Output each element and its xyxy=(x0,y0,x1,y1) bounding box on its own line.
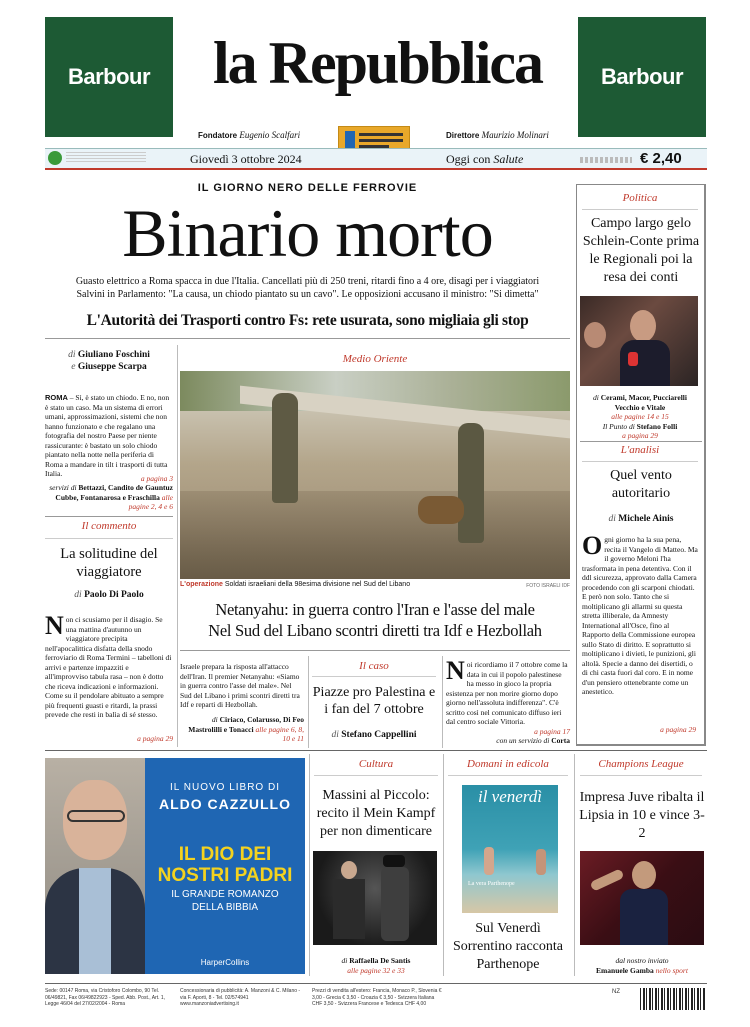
ricordiamo-service-label: con un servizio di xyxy=(496,736,550,745)
analisi-page-ref[interactable]: a pagina 29 xyxy=(660,725,696,734)
venerdi-cover-title: il venerdì xyxy=(477,787,543,806)
ad-right-barbour[interactable]: Barbour xyxy=(578,17,706,137)
lead-services-ref[interactable]: alle pagine 2, 4 e 6 xyxy=(128,492,173,511)
masthead-logo: la Repubblica xyxy=(212,30,543,96)
ricordiamo-dropcap: N xyxy=(446,656,465,685)
founder-line xyxy=(198,130,300,141)
photo-caption-text: Soldati israeliani della 98esima divisione nel Sud del Libano xyxy=(224,581,411,588)
photo-caption-label: L'operazione xyxy=(180,581,223,588)
director-name: Maurizio Molinari xyxy=(481,130,549,140)
analisi-byline xyxy=(580,514,702,524)
barcode xyxy=(640,988,706,1010)
eco-note xyxy=(66,152,146,164)
analisi-kicker: L'analisi xyxy=(620,444,660,456)
director-line xyxy=(446,130,549,141)
lead-author-1: Giuliano Foschini xyxy=(77,350,150,360)
caso-kicker: Il caso xyxy=(359,660,389,672)
ricordiamo-text: oi ricordiamo il 7 ottobre come la data in cui il popolo palestinese ha messo in gioco la propria esistenza per non morire giorno dopo giorno nell'assoluta indifferenza". C'è scritto così nel comunicato diffuso ieri dal centro sociale Vittoria. xyxy=(446,660,568,726)
analisi-by-label: di xyxy=(608,514,616,524)
lead-headline[interactable]: Binario morto xyxy=(122,195,493,271)
soldier-2 xyxy=(458,423,484,543)
venerdi-cover[interactable] xyxy=(462,785,558,913)
book-sub-2: DELLA BIBBIA xyxy=(191,902,259,913)
ricordiamo-page-ref[interactable]: a pagina 17 xyxy=(534,727,570,736)
book-line-1: IL NUOVO LIBRO DI xyxy=(170,782,280,793)
middle-east-kicker: Medio Oriente xyxy=(342,353,408,365)
middle-east-by-label: di xyxy=(211,715,218,724)
analisi-title[interactable]: Quel vento autoritario xyxy=(610,468,672,501)
ricordiamo-service xyxy=(446,736,570,745)
politica-byline xyxy=(580,393,700,441)
analisi-author: Michele Ainis xyxy=(618,514,674,524)
today-with-name: Salute xyxy=(493,152,524,166)
recycle-icon xyxy=(48,151,62,165)
analisi-dropcap: O xyxy=(582,531,603,560)
today-with xyxy=(446,152,523,167)
commento-body xyxy=(45,611,173,720)
commento-page-ref[interactable]: a pagina 29 xyxy=(137,734,173,743)
politica-by-label: di xyxy=(593,393,599,402)
schlein-photo[interactable] xyxy=(580,296,698,386)
middle-east-body: Israele prepara la risposta all'attacco dell'Iran. Il premier Netanyahu: «Siamo in guerra contro l'asse del male». Nel Sud del Libano i primi scontri diretti tra Idf e reparti di Hezbollah. xyxy=(180,662,300,709)
footer-code: NZ xyxy=(612,989,620,995)
middle-east-byline xyxy=(180,715,304,744)
book-sub-1: IL GRANDE ROMANZO xyxy=(171,889,279,900)
soldier-1 xyxy=(272,393,298,503)
lead-byline xyxy=(45,349,173,373)
book-title-2: NOSTRI PADRI xyxy=(157,865,293,886)
caso-title[interactable]: Piazze pro Palestina e i fan del 7 ottobre xyxy=(312,685,436,717)
director-label: Direttore xyxy=(446,131,480,140)
politica-page-ref[interactable]: alle pagine 14 e 15 xyxy=(611,412,669,421)
analisi-body-text: gni giorno ha la sua pena, recita il Vangelo di Matteo. Ma il governo Meloni l'ha trasformata in pena detentiva. Con il ddl sicurezza, approvato dalla Camera procedendo con gli scarponi chiodati. E però non solo. Tanto che si moltiplicano gli allarmi su questa stretta illiberale, da Amnesty International all'Osce, fino al Rapporto della Commissione europea sullo Stato di diritto. E soprattutto si moltiplicano i divieti, le punizioni, gli altolà. Specie a danno dei disertidi, o di chi casta fuori dal coro. E in nome d'un pensiero ottenebrante come un anestetico. xyxy=(582,535,698,696)
politica-title[interactable]: Campo largo gelo Schlein-Conte prima le Regionali poi la resa dei conti xyxy=(582,216,700,285)
book-author: ALDO CAZZULLO xyxy=(159,796,291,812)
lead-services-names: Bettazzi, Candito de Gauntuz Cubbe, Fontanarosa e Fraschilla xyxy=(55,483,173,502)
champions-author: Emanuele Gamba xyxy=(596,965,654,975)
lead-author-2: Giuseppe Scarpa xyxy=(77,362,147,372)
commento-dropcap: N xyxy=(45,611,64,640)
footer-col-2: Concessionaria di pubblicità: A. Manzoni & C. Milano - via F. Aporti, 8 - Tel. 02/574941 www.manzoniadvertising.it xyxy=(180,988,301,1007)
lead-by-label: di xyxy=(68,350,76,360)
middle-east-headline-2[interactable]: Nel Sud del Libano scontri diretti tra Idf e Hezbollah xyxy=(208,621,542,640)
book-title-1: IL DIO DEI xyxy=(178,844,272,865)
middle-east-page-ref[interactable]: alle pagine 6, 8, 10 e 11 xyxy=(255,724,304,743)
commento-author: Paolo Di Paolo xyxy=(84,590,144,600)
today-with-label: Oggi con xyxy=(446,152,491,166)
lead-body-text: – Sì, è stato un chiodo. E no, non è stato un caso. Ma un sistema di errori umani, approssimazioni, sistemi che non hanno funzionato e che regalano una fotografia del nostro Paese per niente rassicurante: è bastato un solo chiodo piantato nella notte nella periferia di Roma a mandare in tilt i trasporti di tutta Italia. xyxy=(45,393,170,478)
politica-kicker: Politica xyxy=(622,192,658,204)
lead-body xyxy=(45,393,173,479)
punto-author: Stefano Folli xyxy=(636,421,678,431)
commento-title[interactable]: La solitudine del viaggiatore xyxy=(60,546,158,580)
lead-page-ref[interactable]: a pagina 3 xyxy=(140,474,173,483)
champions-by-label: dal nostro inviato xyxy=(615,956,669,965)
champions-kicker: Champions League xyxy=(598,758,684,770)
ricordiamo-service-author: Corta xyxy=(551,736,570,745)
price: € 2,40 xyxy=(640,150,682,167)
commento-byline xyxy=(45,590,173,600)
caso-by-label: di xyxy=(331,730,339,740)
issue-date: Giovedì 3 ottobre 2024 xyxy=(190,152,302,166)
edicola-title[interactable]: Sul Venerdì Sorrentino racconta Parthenope xyxy=(452,921,563,972)
book-ad[interactable] xyxy=(45,758,305,974)
lead-dateline: ROMA xyxy=(45,393,68,402)
photo-credit: FOTO ISRAELI IDF xyxy=(526,583,570,589)
founder-label: Fondatore xyxy=(198,131,238,140)
cultura-page-ref[interactable]: alle pagine 32 e 33 xyxy=(347,965,405,975)
edicola-kicker: Domani in edicola xyxy=(467,758,549,770)
lead-subhead[interactable]: L'Autorità dei Trasporti contro Fs: rete usurata, sono migliaia gli stop xyxy=(86,312,529,329)
dog xyxy=(418,496,464,524)
punto-page-ref[interactable]: a pagina 29 xyxy=(622,431,658,440)
massini-photo[interactable] xyxy=(313,851,437,945)
champions-title[interactable]: Impresa Juve ribalta il Lipsia in 10 e vince 3-2 xyxy=(579,790,705,841)
lead-summary-2: Salvini in Parlamento: "La causa, un chiodo piantato su un cavo". Le opposizioni accusano il ministro: "Si dimetta" xyxy=(76,289,539,300)
caso-byline xyxy=(310,730,438,740)
commento-by-label: di xyxy=(74,590,82,600)
lead-author-joiner: e xyxy=(71,362,76,372)
venerdi-cover-sub: La vera Parthenope xyxy=(468,881,515,887)
lead-kicker: IL GIORNO NERO DELLE FERROVIE xyxy=(197,182,418,194)
price-note xyxy=(580,157,632,163)
footer-col-1: Sede: 00147 Roma, via Cristoforo Colombo, 90 Tel. 06/49821, Fax 06/49822923 - Sped. Abb. Post., Art. 1, Legge 46/04 del 27/02/2004 - Roma xyxy=(45,988,166,1007)
analisi-body xyxy=(582,531,698,697)
ricordiamo-body xyxy=(446,656,570,727)
photo-caption xyxy=(180,581,570,589)
lead-summary-1: Guasto elettrico a Roma spacca in due l'Italia. Cancellati più di 250 treni, ritardi fino a 4 ore, disagi per i viaggiatori xyxy=(75,276,540,287)
lead-services-label: servizi di xyxy=(49,483,77,492)
cultura-kicker: Cultura xyxy=(358,758,394,770)
juve-photo[interactable] xyxy=(580,851,704,945)
middle-east-authors: Ciriaco, Colarusso, Di Feo Mastrolilli e Tonacci xyxy=(188,715,304,734)
soldiers-photo[interactable] xyxy=(180,371,570,579)
punto-label: Il Punto di xyxy=(602,421,635,431)
lead-services xyxy=(45,483,173,512)
middle-east-headline-1[interactable]: Netanyahu: in guerra contro l'Iran e l'asse del male xyxy=(215,600,535,619)
ad-left-barbour[interactable]: Barbour xyxy=(45,17,173,137)
cultura-author: Raffaella De Santis xyxy=(349,956,411,965)
caso-author: Stefano Cappellini xyxy=(341,730,417,740)
cultura-byline xyxy=(312,956,440,975)
commento-body-text: on ci scusiamo per il disagio. Se una mattina d'autunno un viaggiatore precipita nell'apocalittica disfatta della snodo ferroviario di Roma Termini – tabelloni di arrivi e partenze impazziti e all'improvviso tabula rasa – non è dotto che riceva indicazioni e informazioni. Come su il pendolare abituato a sempre più frequenti guasti e ritardi, la prassi prevede che resti in balìa di sé stesso. xyxy=(45,615,172,719)
champions-page-ref[interactable]: nello sport xyxy=(655,965,688,975)
commento-kicker: Il commento xyxy=(81,520,137,532)
cultura-by-label: di xyxy=(341,956,348,965)
founder-name: Eugenio Scalfari xyxy=(239,130,301,140)
book-publisher: HarperCollins xyxy=(200,958,250,967)
champions-byline xyxy=(578,956,706,975)
footer-col-3: Prezzi di vendita all'estero: Francia, Monaco P., Slovenia € 3,00 - Grecia € 3,50 - Croazia € 3,50 - Svizzera Italiana CHF 3,50 - Svizzera Francese e Tedesca CHF 4,00 xyxy=(312,988,442,1007)
author-portrait xyxy=(45,758,145,974)
politica-authors: Cerami, Macor, Pucciarelli Vecchio e Vitale xyxy=(600,393,687,412)
cultura-title[interactable]: Massini al Piccolo: recito il Mein Kampf per non dimenticare xyxy=(316,788,436,839)
